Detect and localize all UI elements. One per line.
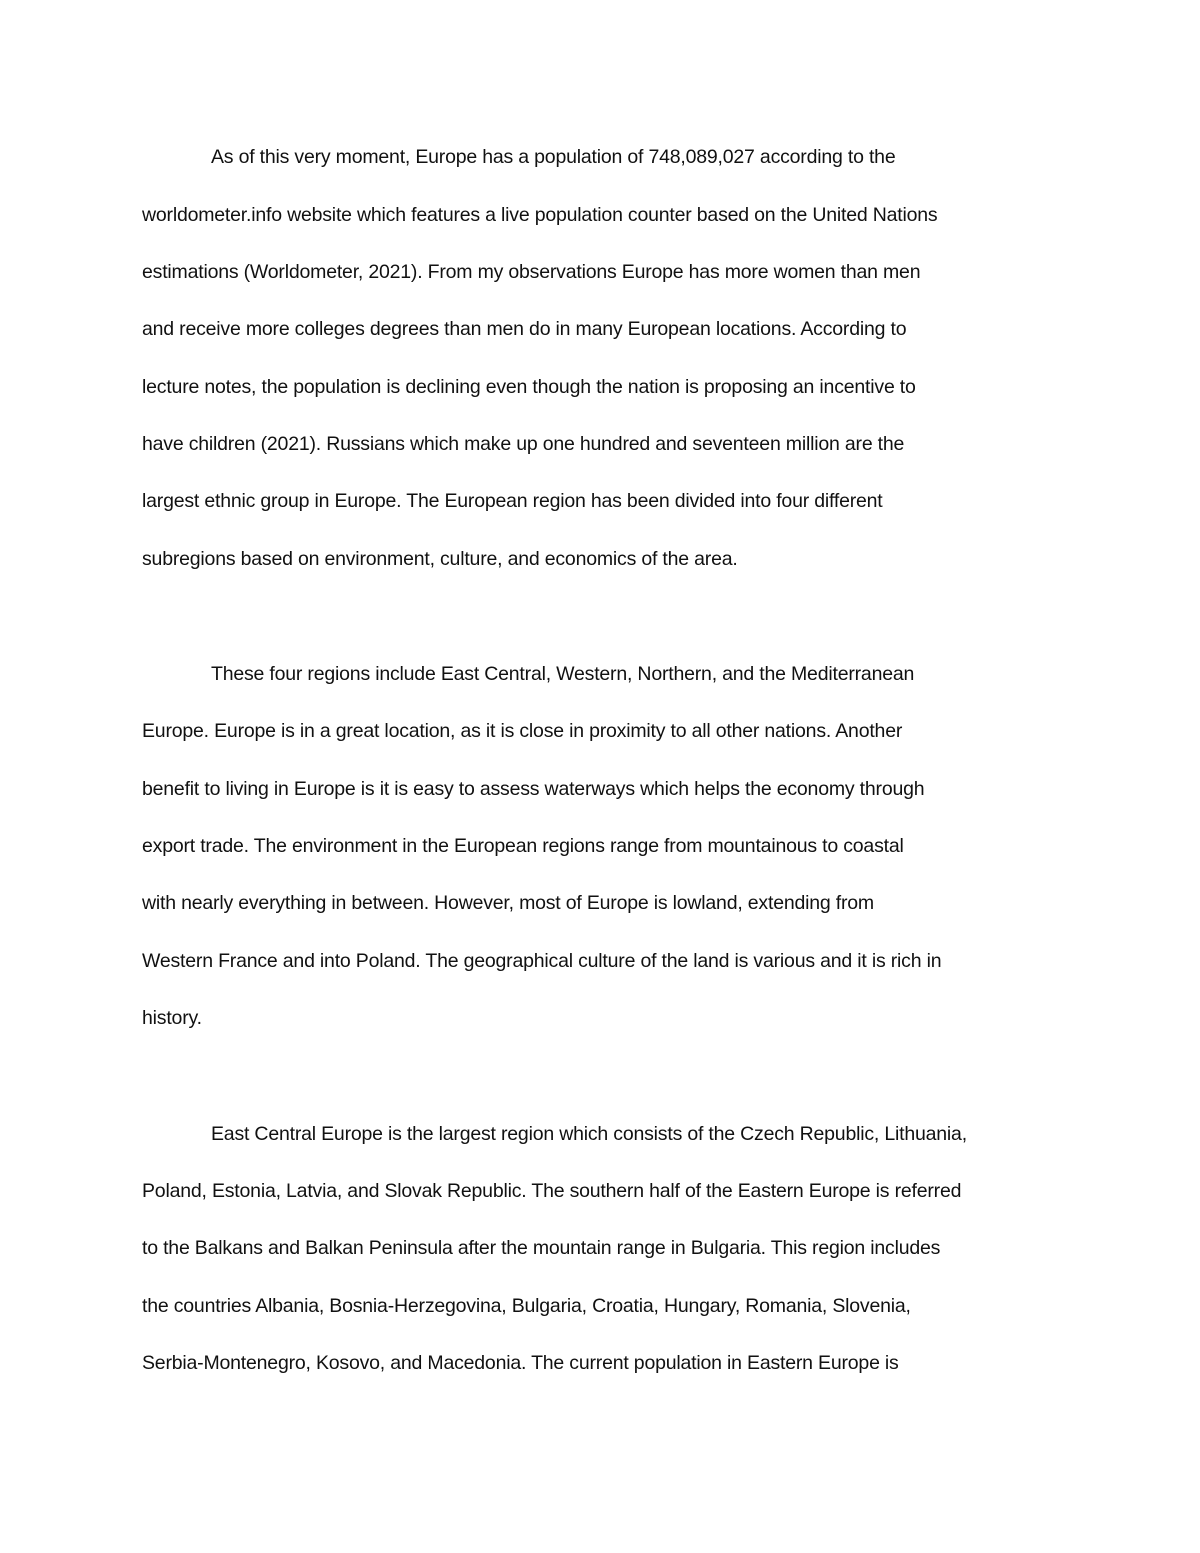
text-line: benefit to living in Europe is it is easy to assess waterways which helps the economy through [142,778,925,800]
text-line: largest ethnic group in Europe. The European region has been divided into four different [142,490,883,512]
text-line: have children (2021). Russians which make up one hundred and seventeen million are the [142,433,905,455]
text-line: history. [142,1007,202,1029]
text-line: subregions based on environment, culture, and economics of the area. [142,548,738,570]
text-line: worldometer.info website which features a live population counter based on the United Nations [142,204,938,226]
text-line: with nearly everything in between. However, most of Europe is lowland, extending from [142,892,874,914]
text-line: Western France and into Poland. The geographical culture of the land is various and it is rich in [142,950,942,972]
text-line: East Central Europe is the largest region which consists of the Czech Republic, Lithuania, [211,1123,967,1145]
text-line: Europe. Europe is in a great location, as it is close in proximity to all other nations. Another [142,720,903,742]
text-line: and receive more colleges degrees than men do in many European locations. According to [142,318,907,340]
text-line: the countries Albania, Bosnia-Herzegovina, Bulgaria, Croatia, Hungary, Romania, Slovenia, [142,1295,911,1317]
text-line: estimations (Worldometer, 2021). From my observations Europe has more women than men [142,261,921,283]
text-line: Serbia-Montenegro, Kosovo, and Macedonia. The current population in Eastern Europe is [142,1352,899,1374]
text-line: As of this very moment, Europe has a population of 748,089,027 according to the [211,146,896,168]
text-line: lecture notes, the population is declining even though the nation is proposing an incentive to [142,376,916,398]
text-line: These four regions include East Central, Western, Northern, and the Mediterranean [211,663,915,685]
text-line: to the Balkans and Balkan Peninsula after the mountain range in Bulgaria. This region includes [142,1237,941,1259]
text-line: export trade. The environment in the European regions range from mountainous to coastal [142,835,904,857]
text-line: Poland, Estonia, Latvia, and Slovak Republic. The southern half of the Eastern Europe is referred [142,1180,962,1202]
